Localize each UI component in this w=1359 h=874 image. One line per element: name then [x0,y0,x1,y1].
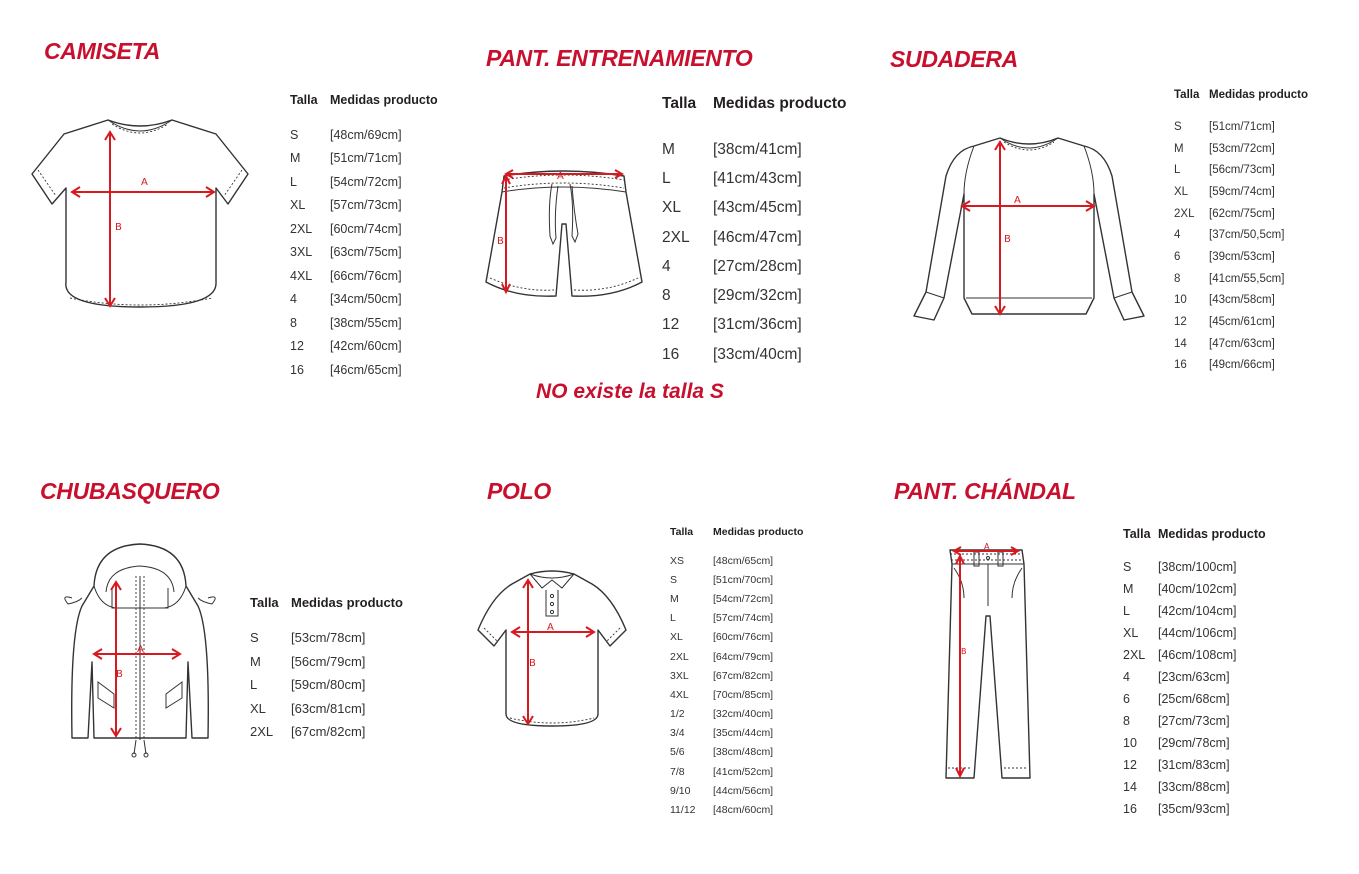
raincoat-icon [60,542,220,757]
measure-cell: [45cm/61cm] [1209,316,1275,329]
measure-cell: [33cm/40cm] [713,345,802,363]
size-cell: 12 [1174,316,1187,329]
size-cell: 16 [290,362,304,377]
sudadera-title: SUDADERA [890,46,1018,72]
size-cell: S [670,573,678,586]
size-cell: 11/12 [670,804,696,817]
measure-cell: [56cm/79cm] [291,653,366,669]
size-cell: 2XL [1174,207,1195,220]
measure-cell: [41cm/55,5cm] [1209,272,1285,285]
pant-entrenamiento-marker-a: A [557,171,564,182]
table-row [1123,798,1266,820]
sudadera-marker-a: A [1014,195,1021,206]
measure-cell: [66cm/76cm] [330,268,402,283]
size-cell: 3/4 [670,727,685,740]
chubasquero-marker-b: B [116,669,123,680]
size-cell: L [1123,604,1130,618]
size-cell: 7/8 [670,765,685,778]
measure-cell: [38cm/100cm] [1158,560,1237,574]
size-cell: 8 [290,315,297,330]
measure-cell: [39cm/53cm] [1209,250,1275,263]
measure-cell: [63cm/75cm] [330,245,402,260]
header-talla: Talla [290,93,318,107]
table-row [290,123,438,147]
table-row [1174,290,1308,312]
measure-cell: [48cm/69cm] [330,127,402,142]
table-row [670,589,803,608]
measure-cell: [59cm/74cm] [1209,185,1275,198]
measure-cell: [62cm/75cm] [1209,207,1275,220]
table-row [250,720,403,744]
measure-cell: [48cm/60cm] [713,804,774,817]
table-row [670,762,803,781]
table-header-row [1123,527,1266,556]
table-row [1174,116,1308,138]
pant-chandal-title: PANT. CHÁNDAL [894,478,1076,504]
size-cell: 12 [662,316,680,334]
size-cell: L [662,169,671,187]
size-cell: 6 [1174,250,1181,263]
table-row [250,650,403,674]
size-cell: 2XL [662,228,690,246]
size-cell: 10 [1174,294,1187,307]
size-cell: L [1174,164,1181,177]
size-cell: 2XL [250,724,274,740]
table-row [670,685,803,704]
pant-chandal-marker-a: A [984,542,990,551]
table-row [670,724,803,743]
header-talla: Talla [670,526,694,538]
chubasquero-marker-a: A [137,644,144,655]
measure-cell: [46cm/108cm] [1158,648,1237,662]
header-medidas: Medidas producto [330,93,438,107]
table-row [290,358,438,382]
measure-cell: [23cm/63cm] [1158,670,1230,684]
measure-cell: [64cm/79cm] [713,650,774,663]
measure-cell: [53cm/72cm] [1209,142,1275,155]
measure-cell: [57cm/73cm] [330,198,402,213]
measure-cell: [40cm/102cm] [1158,582,1237,596]
table-row [1174,138,1308,160]
size-cell: 14 [1174,337,1187,350]
size-cell: M [290,151,301,166]
table-row [250,626,403,650]
camiseta-marker-a: A [141,177,148,188]
table-row [1123,666,1266,688]
table-row [290,241,438,265]
table-row [662,223,846,252]
table-row [1174,333,1308,355]
measure-cell: [63cm/81cm] [291,700,366,716]
table-row [1123,556,1266,578]
table-row [290,170,438,194]
measure-cell: [34cm/50cm] [330,292,402,307]
measure-cell: [42cm/104cm] [1158,604,1237,618]
table-row [662,135,846,164]
measure-cell: [49cm/66cm] [1209,359,1275,372]
size-cell: XL [1174,185,1189,198]
table-row [662,164,846,193]
measure-cell: [53cm/78cm] [291,630,366,646]
table-row [290,288,438,312]
measure-cell: [51cm/70cm] [713,573,774,586]
no-size-s-note: NO existe la talla S [536,380,724,403]
size-cell: 8 [1123,714,1130,728]
table-row [670,551,803,570]
size-cell: L [670,612,676,625]
chubasquero-size-table [250,595,403,744]
measure-cell: [67cm/82cm] [291,724,366,740]
header-medidas: Medidas producto [713,526,804,538]
table-row [1174,355,1308,377]
size-cell: 8 [662,287,671,305]
size-cell: 3XL [290,245,313,260]
size-cell: XL [662,199,681,217]
table-row [290,217,438,241]
measure-cell: [31cm/83cm] [1158,758,1230,772]
pant-entrenamiento-size-table [662,95,846,369]
trousers-icon [940,542,1036,782]
size-cell: 6 [1123,692,1130,706]
polo-marker-a: A [547,622,554,633]
measure-cell: [29cm/78cm] [1158,736,1230,750]
size-cell: 12 [1123,758,1137,772]
table-row [670,781,803,800]
size-cell: 10 [1123,736,1137,750]
table-row [662,194,846,223]
measure-cell: [32cm/40cm] [713,708,774,721]
size-cell: 4 [662,257,671,275]
table-row [250,673,403,697]
table-row [670,705,803,724]
table-row [670,800,803,819]
table-header-row [290,93,438,123]
polo-size-table [670,526,803,820]
header-medidas: Medidas producto [291,595,403,610]
measure-cell: [38cm/41cm] [713,140,802,158]
size-cell: 3XL [670,669,689,682]
measure-cell: [35cm/93cm] [1158,802,1230,816]
size-cell: 2XL [670,650,689,663]
measure-cell: [47cm/63cm] [1209,337,1275,350]
size-cell: 4 [1123,670,1130,684]
size-cell: M [250,653,261,669]
table-row [670,647,803,666]
pant-entrenamiento-marker-b: B [497,236,504,247]
table-row [1174,268,1308,290]
table-row [670,609,803,628]
size-cell: 16 [1174,359,1187,372]
size-cell: 12 [290,339,304,354]
measure-cell: [42cm/60cm] [330,339,402,354]
table-row [290,311,438,335]
measure-cell: [41cm/43cm] [713,169,802,187]
size-cell: 5/6 [670,746,685,759]
pant-chandal-size-table [1123,527,1266,820]
sudadera-size-table [1174,89,1308,376]
measure-cell: [37cm/50,5cm] [1209,229,1285,242]
measure-cell: [44cm/106cm] [1158,626,1237,640]
table-row [1174,159,1308,181]
size-cell: S [1123,560,1132,574]
size-cell: XL [250,700,266,716]
table-row [1174,181,1308,203]
measure-cell: [43cm/45cm] [713,199,802,217]
measure-cell: [35cm/44cm] [713,727,774,740]
header-medidas: Medidas producto [1158,527,1266,541]
sweatshirt-icon [908,132,1150,324]
table-row [250,697,403,721]
table-row [670,570,803,589]
table-row [1174,203,1308,225]
table-row [1123,600,1266,622]
table-row [1123,688,1266,710]
table-row [1123,754,1266,776]
shorts-icon [482,164,647,306]
measure-cell: [46cm/47cm] [713,228,802,246]
measure-cell: [27cm/73cm] [1158,714,1230,728]
chubasquero-title: CHUBASQUERO [40,478,220,504]
measure-cell: [67cm/82cm] [713,669,774,682]
table-row [1123,776,1266,798]
measure-cell: [25cm/68cm] [1158,692,1230,706]
table-row [662,252,846,281]
table-row [662,311,846,340]
table-header-row [662,95,846,135]
table-row [1174,311,1308,333]
polo-shirt-icon [474,566,632,728]
measure-cell: [29cm/32cm] [713,287,802,305]
measure-cell: [70cm/85cm] [713,688,774,701]
table-header-row [250,595,403,626]
size-cell: 2XL [290,221,313,236]
measure-cell: [59cm/80cm] [291,677,366,693]
size-cell: S [290,127,299,142]
measure-cell: [44cm/56cm] [713,784,774,797]
polo-title: POLO [487,478,551,504]
size-cell: S [1174,120,1182,133]
table-row [290,194,438,218]
measure-cell: [38cm/55cm] [330,315,402,330]
header-talla: Talla [1123,527,1151,541]
size-cell: S [250,630,259,646]
measure-cell: [46cm/65cm] [330,362,402,377]
measure-cell: [60cm/76cm] [713,631,774,644]
size-cell: L [290,174,297,189]
table-row [290,264,438,288]
measure-cell: [54cm/72cm] [330,174,402,189]
table-row [1123,732,1266,754]
measure-cell: [51cm/71cm] [1209,120,1275,133]
header-medidas: Medidas producto [1209,89,1309,101]
size-cell: 9/10 [670,784,691,797]
size-cell: M [670,592,679,605]
measure-cell: [60cm/74cm] [330,221,402,236]
camiseta-title: CAMISETA [44,38,161,64]
measure-cell: [31cm/36cm] [713,316,802,334]
header-talla: Talla [662,95,697,112]
size-cell: M [1174,142,1184,155]
table-row [1123,710,1266,732]
size-cell: 8 [1174,272,1181,285]
table-row [1123,644,1266,666]
header-talla: Talla [1174,89,1200,101]
size-cell: M [1123,582,1134,596]
size-cell: 1/2 [670,708,685,721]
table-row [1174,224,1308,246]
table-row [662,340,846,369]
table-row [670,628,803,647]
size-cell: 4 [1174,229,1181,242]
measure-cell: [33cm/88cm] [1158,780,1230,794]
header-talla: Talla [250,595,279,610]
table-row [1123,622,1266,644]
camiseta-marker-b: B [115,222,122,233]
table-row [290,147,438,171]
size-cell: 4 [290,292,297,307]
measure-cell: [41cm/52cm] [713,765,774,778]
measure-cell: [27cm/28cm] [713,257,802,275]
table-row [290,335,438,359]
camiseta-size-table [290,93,438,382]
measure-cell: [38cm/48cm] [713,746,774,759]
size-cell: 4XL [670,688,689,701]
size-cell: M [662,140,675,158]
table-row [1174,246,1308,268]
measure-cell: [56cm/73cm] [1209,164,1275,177]
table-row [1123,578,1266,600]
size-cell: L [250,677,258,693]
pant-chandal-marker-b: B [961,647,967,656]
size-cell: XS [670,554,685,567]
pant-entrenamiento-title: PANT. ENTRENAMIENTO [486,45,753,71]
measure-cell: [54cm/72cm] [713,592,774,605]
table-header-row [1174,89,1308,116]
table-row [670,666,803,685]
table-header-row [670,526,803,551]
header-medidas: Medidas producto [713,95,847,112]
size-cell: 14 [1123,780,1137,794]
table-row [662,281,846,310]
size-cell: 16 [662,345,680,363]
measure-cell: [51cm/71cm] [330,151,402,166]
measure-cell: [43cm/58cm] [1209,294,1275,307]
size-cell: 4XL [290,268,313,283]
size-cell: 2XL [1123,648,1146,662]
sudadera-marker-b: B [1004,234,1011,245]
size-cell: XL [290,198,306,213]
size-cell: XL [1123,626,1139,640]
size-cell: 16 [1123,802,1137,816]
tshirt-icon [28,112,253,317]
polo-marker-b: B [529,658,536,669]
measure-cell: [48cm/65cm] [713,554,774,567]
measure-cell: [57cm/74cm] [713,612,774,625]
size-cell: XL [670,631,683,644]
table-row [670,743,803,762]
